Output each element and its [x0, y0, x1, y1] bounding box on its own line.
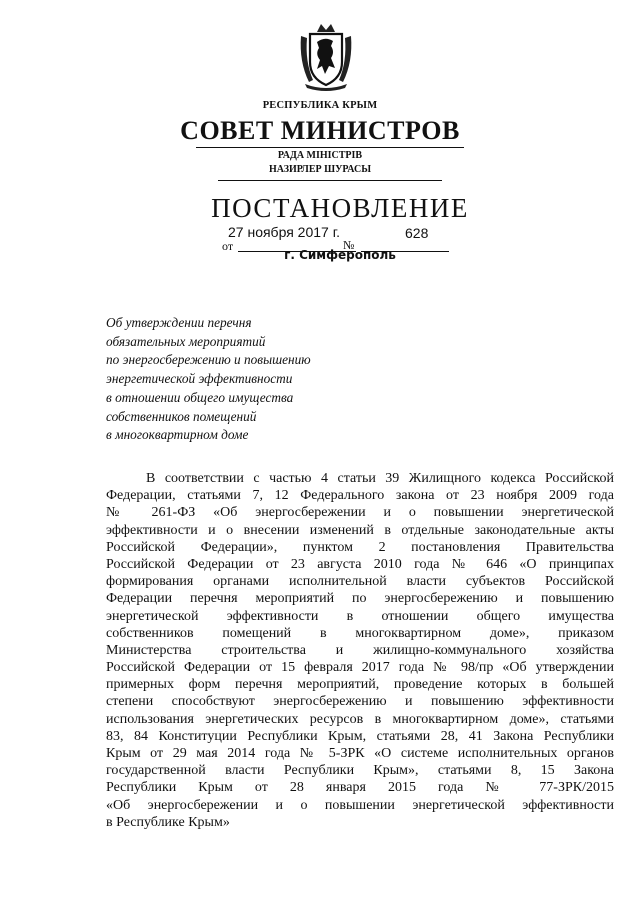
- body-line: «Об энергосбережении и о повышении энергетической эффективности: [106, 797, 614, 813]
- body-line: использования энергетических ресурсов в многоквартирном доме», статьями: [106, 711, 614, 727]
- decree-preamble: [106, 470, 614, 831]
- body-line: Федерации перечня мероприятий по энергосбережению и повышению: [106, 591, 614, 607]
- decree-date: 27 ноября 2017 г.: [228, 224, 340, 240]
- republic-name: РЕСПУБЛИКА КРЫМ: [262, 100, 378, 111]
- body-line: В соответствии с частью 4 статьи 39 Жилищного кодекса Российской: [146, 471, 614, 486]
- decree-number: 628: [405, 225, 429, 241]
- body-line: Республики Крым от 28 января 2015 года № 77-ЗРК/2015: [106, 780, 614, 796]
- subject-line: Об утверждении перечня: [106, 315, 252, 330]
- body-line: примерных форм перечня мероприятий, проведение которых в большей: [106, 677, 614, 693]
- decree-title: ПОСТАНОВЛЕНИЕ: [211, 193, 469, 223]
- council-title-ukrainian: РАДА МІНІСТРІВ: [277, 150, 363, 161]
- date-from-label: от: [222, 239, 234, 253]
- body-line: 83, 84 Конституции Республики Крым, статьями 28, 41 Закона Республики: [106, 728, 614, 744]
- body-line: эффективности и о внесении изменений в отдельные законодательные акты: [106, 522, 614, 538]
- header-divider-bottom: [218, 180, 442, 181]
- body-line: Российской Федерации от 15 февраля 2017 года № 98/пр «Об утверждении: [106, 660, 614, 676]
- council-title: СОВЕТ МИНИСТРОВ: [180, 116, 460, 145]
- subject-line: обязательных мероприятий: [106, 333, 266, 349]
- subject-line: в отношении общего имущества: [106, 389, 294, 405]
- body-line: № 261-ФЗ «Об энергосбережении и о повышении энергетической: [106, 505, 614, 521]
- body-line: государственной власти Республики Крым», статьями 8, 15 Закона: [106, 763, 614, 779]
- body-line: Министерства строительства и жилищно-коммунального хозяйства: [106, 642, 614, 658]
- subject-line: собственников помещений: [106, 408, 257, 424]
- council-title-crimean-tatar: НАЗИРЛЕР ШУРАСЫ: [268, 164, 372, 175]
- body-line: Российской Федерации», пунктом 2 постановления Правительства: [106, 539, 614, 555]
- decree-city: г. Симферополь: [284, 248, 396, 262]
- body-line: Российской Федерации от 23 августа 2010 года № 646 «О принципах: [106, 556, 614, 572]
- body-line: Крым от 29 мая 2014 года № 5-ЗРК «О системе исполнительных органов: [106, 746, 614, 761]
- header-divider: [196, 147, 464, 148]
- number-label: №: [343, 238, 355, 252]
- body-line: собственников помещений в многоквартирном доме», приказом: [106, 625, 614, 641]
- body-line: в Республике Крым»: [106, 814, 230, 830]
- subject-line: в многоквартирном доме: [106, 427, 249, 443]
- body-line: Федерации, статьями 7, 12 Федерального закона от 23 ноября 2009 года: [106, 488, 614, 504]
- decree-subject: [106, 314, 426, 445]
- body-line: формирования органами исполнительной власти субъектов Российской: [106, 574, 614, 590]
- body-line: степени способствуют энергосбережению и повышению эффективности: [106, 694, 614, 710]
- subject-line: энергетической эффективности: [106, 371, 293, 387]
- crimea-coat-of-arms-icon: [297, 22, 355, 92]
- subject-line: по энергосбережению и повышению: [106, 352, 311, 368]
- body-line: энергетической эффективности в отношении общего имущества: [106, 608, 614, 624]
